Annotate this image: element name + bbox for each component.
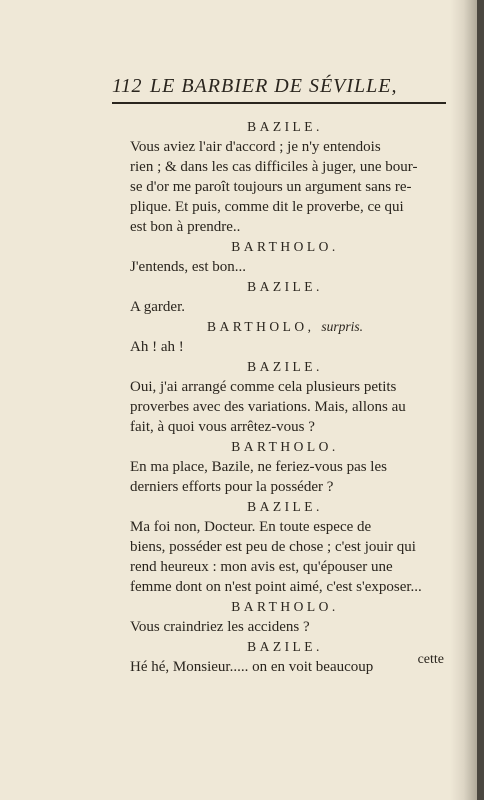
speech-line: biens, posséder est peu de chose ; c'est jouir qui [130, 539, 416, 555]
dialogue-body [130, 117, 440, 677]
speaker-name: BAZILE. [247, 499, 323, 514]
stage-direction: surpris. [321, 319, 364, 334]
speaker-name: BARTHOLO. [231, 599, 339, 614]
speech-line: rien ; & dans les cas difficiles à juger, une bour- [130, 159, 418, 175]
speech-line: fait, à quoi vous arrêtez-vous ? [130, 419, 315, 435]
speaker-name: BAZILE. [247, 279, 323, 294]
speech-line: J'entends, est bon... [130, 259, 247, 275]
header-rule [112, 102, 446, 104]
speech-line: se d'or me paroît toujours un argument sans re- [130, 179, 412, 195]
speech-line: proverbes avec des variations. Mais, allons au [130, 399, 406, 415]
speaker-heading [130, 317, 440, 337]
speech-line: Hé hé, Monsieur..... on en voit beaucoup [130, 659, 374, 675]
speaker-heading [130, 357, 440, 377]
speaker-name: BARTHOLO. [231, 439, 339, 454]
speaker-heading [130, 637, 440, 657]
speaker-heading [130, 237, 440, 257]
speaker-name: BAZILE. [247, 119, 323, 134]
speech-line: En ma place, Bazile, ne feriez-vous pas les [130, 459, 387, 475]
speaker-name: BAZILE. [247, 359, 323, 374]
speech-line: femme dont on n'est point aimé, c'est s'exposer... [130, 579, 422, 595]
speaker-heading [130, 497, 440, 517]
speech-line: Vous aviez l'air d'accord ; je n'y entendois [130, 139, 381, 155]
speech-line: Ah ! ah ! [130, 339, 184, 355]
catchword: cette [417, 652, 444, 667]
speaker-name: BARTHOLO, [206, 319, 315, 334]
speaker-heading [130, 437, 440, 457]
speaker-name: BAZILE. [247, 639, 323, 654]
speech-line: Ma foi non, Docteur. En toute espece de [130, 519, 372, 535]
speaker-heading [130, 597, 440, 617]
speech-line: Vous craindriez les accidens ? [130, 619, 310, 635]
speech-line: A garder. [130, 299, 185, 315]
speaker-name: BARTHOLO. [231, 239, 339, 254]
speech-line: rend heureux : mon avis est, qu'épouser une [130, 559, 393, 575]
speaker-heading [130, 117, 440, 137]
running-title: LE BARBIER DE SÉVILLE, [150, 75, 398, 97]
speech-line: plique. Et puis, comme dit le proverbe, ce qui [130, 199, 404, 215]
page-number: 112 [112, 75, 143, 97]
speech-line: est bon à prendre.. [130, 219, 241, 235]
speech-line: derniers efforts pour la posséder ? [130, 479, 334, 495]
speech-line: Oui, j'ai arrangé comme cela plusieurs petits [130, 379, 397, 395]
page-header [112, 73, 457, 103]
speaker-heading [130, 277, 440, 297]
binding-edge [477, 0, 484, 800]
